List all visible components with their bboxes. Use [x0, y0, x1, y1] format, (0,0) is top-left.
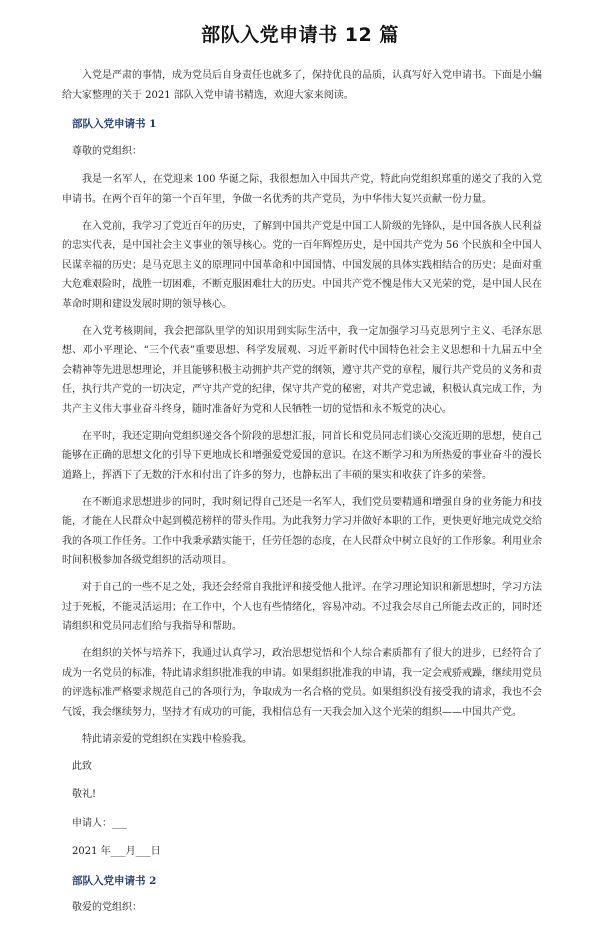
section-heading-1: 部队入党申请书 1: [72, 118, 157, 130]
applicant-line: 申请人：___: [72, 817, 127, 829]
body-paragraph: 在入党前，我学习了党近百年的历史，了解到中国共产党是中国工人阶级的先锋队，是中国各族人民利益的忠实代表，是中国社会主义事业的领导核心。党的一百年辉煌历史，是中国共产党为 56 个民族和全中国人民谋幸福的历史；是马克思主义的原理同中国革命和中国国情、中国发展的具体实践相结合的历史；是面对重大危难艰险时，战胜一切困难，不断克服困难壮大的历史。中国共产党不愧是伟大又光荣的党，是中国人民在革命时期和建设发展时期的领导核心。: [62, 220, 542, 310]
closing-line: 此致: [72, 760, 92, 772]
body-paragraph: 在组织的关怀与培养下，我通过认真学习，政治思想觉悟和个人综合素质都有了很大的进步，已经符合了成为一名党员的标准，特此请求组织批准我的申请。如果组织批准我的申请，我一定会戒骄戒躁，继续用党员的评选标准严格要求规范自己的各项行为，争取成为一名合格的党员。如果组织没有接受我的请求，我也不会气馁，我会继续努力，坚持才有成功的可能，我相信总有一天我会加入这个光荣的组织——中国共产党。: [62, 648, 542, 718]
date-line: 2021 年___月___日: [72, 846, 161, 857]
body-paragraph: 在平时，我还定期向党组织递交各个阶段的思想汇报，同首长和党员同志们谈心交流近期的思想，使自己能够在正确的思想文化的引导下更地成长和增强爱党爱国的意识。在这不断学习和为所热爱的事业奋斗的漫长道路上，挥洒下了无数的汗水和付出了许多的努力，也静耘出了丰硕的果实和收获了许多的荣誉。: [62, 430, 542, 481]
salutation-2: 敬爱的党组织：: [72, 902, 142, 913]
salutation-1: 尊敬的党组织：: [72, 145, 142, 157]
document-body: [62, 66, 542, 927]
body-paragraph: 我是一名军人，在党迎来 100 华诞之际，我很想加入中国共产党，特此向党组织郑重的递交了我的入党申请书。在两个百年的第一个百年里，争做一名优秀的共产党员，为中华伟大复兴贡献一份力量。: [62, 174, 542, 205]
regards-line: 敬礼!: [72, 789, 97, 800]
page-title: 部队入党申请书 12 篇: [201, 24, 399, 46]
body-paragraph: 特此请亲爱的党组织在实践中检验我。: [82, 733, 252, 745]
body-paragraph: 对于自己的一些不足之处，我还会经常自我批评和接受他人批评。在学习理论知识和新思想时，学习方法过于死板，不能灵活运用；在工作中，个人也有些情绪化，容易冲动。不过我会尽自己所能去改正的，同时还请组织和党员同志们给与我指导和帮助。: [62, 582, 542, 632]
body-paragraph: 在不断追求思想进步的同时，我时刻记得自己还是一名军人，我们党员要精通和增强自身的业务能力和技能，才能在人民群众中起到模范榜样的带头作用。为此我努力学习并做好本职的工作，更快更好地完成党交给我的各项工作任务。工作中我秉承踏实能干，任劳任怨的态度，在人民群众中树立良好的工作形象。利用业余时间积极参加各级党组织的活动项目。: [62, 496, 542, 566]
section-heading-2: 部队入党申请书 2: [72, 874, 157, 887]
intro-paragraph: 入党是严肃的事情，成为党员后自身责任也就多了，保持优良的品质，认真写好入党申请书。下面是小编给大家整理的关于 2021 部队入党申请书精选，欢迎大家来阅读。: [62, 70, 542, 101]
body-paragraph: 在入党考核期间，我会把部队里学的知识用到实际生活中，我一定加强学习马克思列宁主义、毛泽东思想、邓小平理论、“三个代表”重要思想、科学发展观、习近平新时代中国特色社会主义思想和十九届五中全会精神等先进思想理论，并且能够积极主动拥护共产党的纲领，遵守共产党的章程，履行共产党员的义务和责任，执行共产党的一切决定，严守共产党的纪律，保守共产党的秘密，对共产党忠诚，积极认真完成工作，为共产主义伟大事业奋斗终身，随时准备好为党和人民牺牲一切的觉悟和永不叛党的决心。: [62, 325, 542, 415]
